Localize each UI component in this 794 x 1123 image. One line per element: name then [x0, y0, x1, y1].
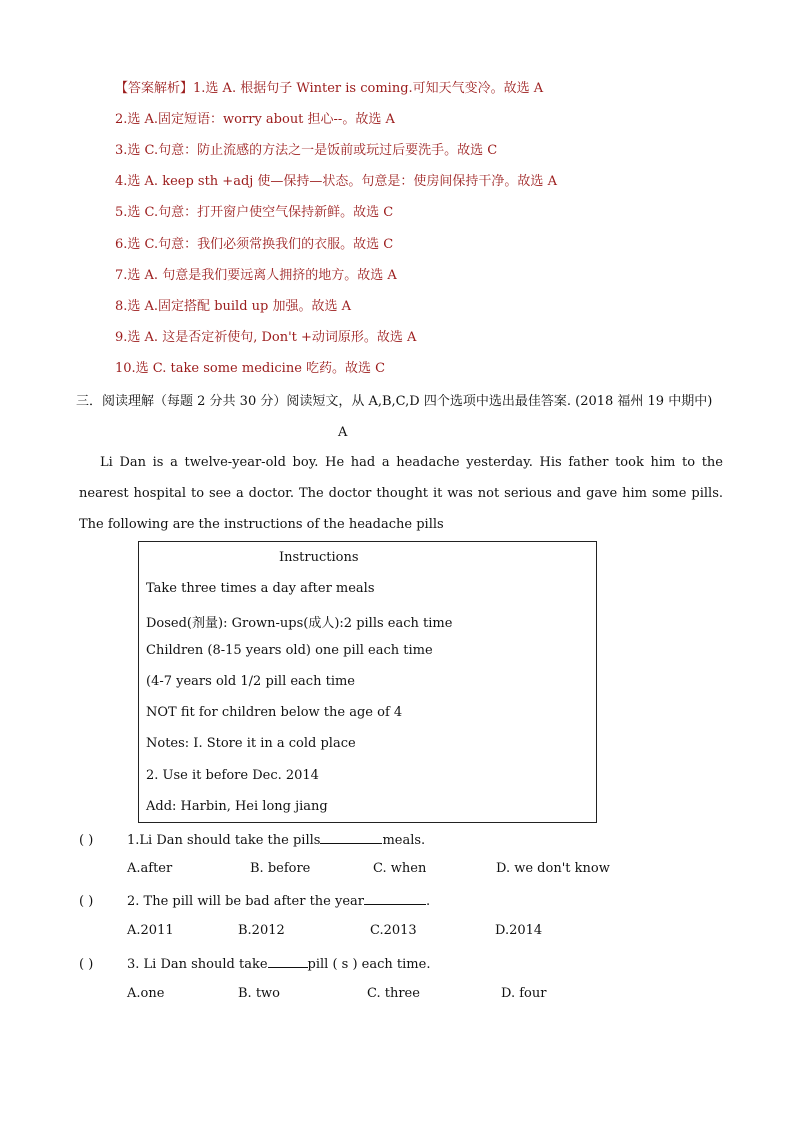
instruction-line: Dosed(剂量): Grown-ups(成人):2 pills each time — [146, 616, 453, 631]
answer-blank[interactable] — [320, 831, 382, 844]
passage-paragraph — [79, 447, 723, 540]
question-3 — [79, 955, 430, 972]
answer-line-7: 7.选 A. 句意是我们要远离人拥挤的地方。故选 A — [115, 268, 397, 283]
instruction-line: Children (8-15 years old) one pill each time — [146, 643, 433, 658]
option-d[interactable]: D. we don't know — [496, 861, 610, 876]
question-text-after: . — [426, 894, 431, 909]
answer-blank[interactable] — [268, 955, 308, 968]
option-b[interactable]: B.2012 — [238, 923, 285, 938]
answer-line-9: 9.选 A. 这是否定祈使句, Don't +动词原形。故选 A — [115, 330, 417, 345]
option-b[interactable]: B. before — [250, 861, 311, 876]
answer-text: 1.选 A. 根据句子 Winter is coming.可知天气变冷。故选 A — [193, 81, 544, 96]
answer-paren[interactable]: ( ) — [79, 833, 94, 848]
answer-blank[interactable] — [364, 892, 426, 905]
instructions-title: Instructions — [279, 550, 359, 565]
answer-paren[interactable]: ( ) — [79, 894, 94, 909]
option-a[interactable]: A.2011 — [127, 923, 174, 938]
option-d[interactable]: D. four — [501, 986, 547, 1001]
instruction-line: 2. Use it before Dec. 2014 — [146, 768, 319, 783]
option-d[interactable]: D.2014 — [495, 923, 543, 938]
answer-paren[interactable]: ( ) — [79, 957, 94, 972]
answer-line-1 — [115, 80, 543, 98]
instruction-line: Add: Harbin, Hei long jiang — [146, 799, 328, 814]
option-a[interactable]: A.after — [127, 861, 173, 876]
answer-line-3: 3.选 C.句意：防止流感的方法之一是饭前或玩过后要洗手。故选 C — [115, 143, 498, 158]
instruction-line: NOT fit for children below the age of 4 — [146, 705, 403, 720]
option-b[interactable]: B. two — [238, 986, 280, 1001]
option-c[interactable]: C. when — [373, 861, 427, 876]
passage-label: A — [338, 425, 348, 440]
instructions-box — [138, 541, 597, 823]
answer-line-4: 4.选 A. keep sth +adj 使—保持—状态。句意是：使房间保持干净。故选 A — [115, 174, 557, 189]
instruction-line: (4-7 years old 1/2 pill each time — [146, 674, 355, 689]
answer-line-10: 10.选 C. take some medicine 吃药。故选 C — [115, 361, 386, 376]
answer-header: 【答案解析】 — [115, 81, 194, 96]
question-text-after: pill ( s ) each time. — [307, 957, 431, 972]
question-text-before: 3. Li Dan should take — [127, 957, 268, 972]
passage-text: Li Dan is a twelve-year-old boy. He had a headache yesterday. His father took him to the nearest hospital to see a doctor. The doctor thought it was not serious and gave him some pills. The following are the instructions of the headache pills — [79, 455, 723, 532]
question-2 — [79, 892, 430, 909]
instruction-line: Take three times a day after meals — [146, 581, 375, 596]
instruction-line: Notes: I. Store it in a cold place — [146, 736, 356, 751]
question-text-before: 2. The pill will be bad after the year — [127, 894, 364, 909]
answer-line-6: 6.选 C.句意：我们必须常换我们的衣服。故选 C — [115, 237, 394, 252]
option-c[interactable]: C.2013 — [370, 923, 417, 938]
question-text-before: 1.Li Dan should take the pills — [127, 833, 321, 848]
option-a[interactable]: A.one — [127, 986, 165, 1001]
answer-line-8: 8.选 A.固定搭配 build up 加强。故选 A — [115, 299, 351, 314]
option-c[interactable]: C. three — [367, 986, 420, 1001]
answer-line-5: 5.选 C.句意：打开窗户使空气保持新鲜。故选 C — [115, 205, 394, 220]
section-heading: 三．阅读理解（每题 2 分共 30 分）阅读短文，从 A,B,C,D 四个选项中选出最佳答案. (2018 福州 19 中期中) — [76, 394, 713, 409]
question-text-after: meals. — [382, 833, 426, 848]
answer-line-2: 2.选 A.固定短语：worry about 担心--。故选 A — [115, 112, 395, 127]
question-1 — [79, 831, 425, 848]
